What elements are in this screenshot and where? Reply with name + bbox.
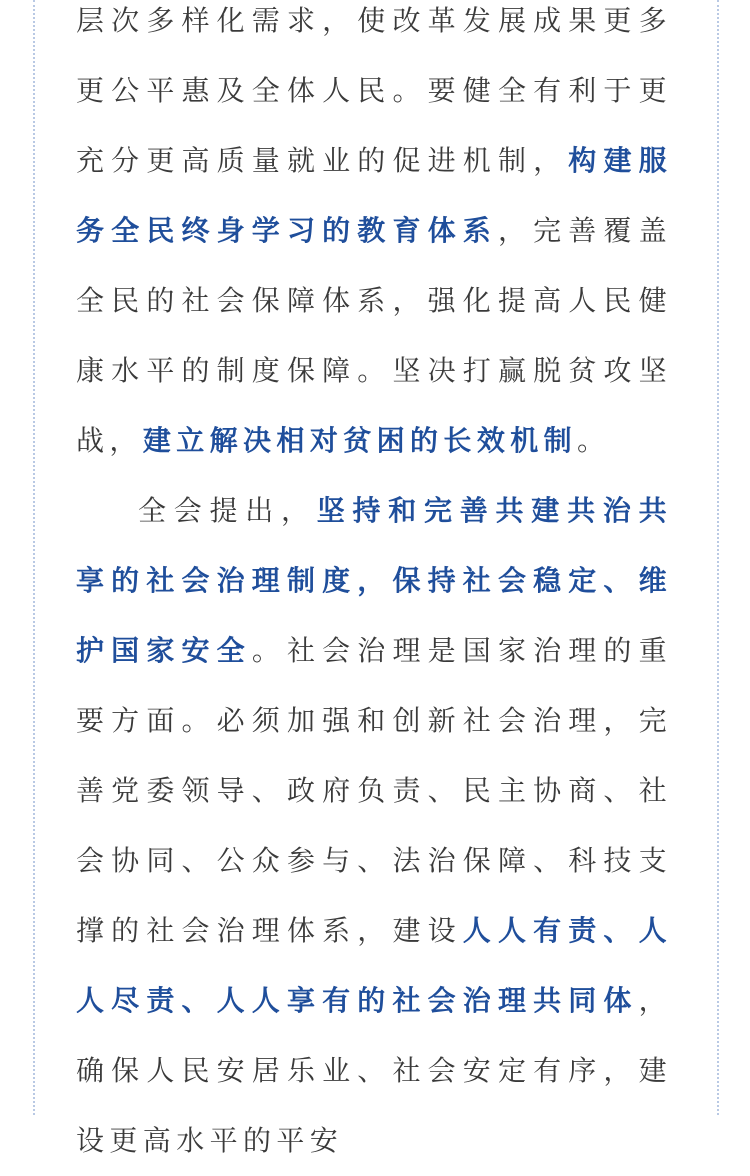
paragraph-2: [76, 476, 672, 1176]
text-segment: ，完善覆盖全民的社会保障体系，强化提高人民健康水平的制度保障。坚决打赢脱贫攻坚战，: [76, 214, 672, 457]
left-dotted-border: [33, 0, 35, 1115]
text-segment: 全会提出，: [138, 494, 317, 527]
text-segment: 层次多样化需求，使改革发展成果更多更公平惠及全体人民。要健全有利于更充分更高质量就业的促进机制，: [76, 4, 672, 177]
right-dotted-border: [717, 0, 719, 1115]
text-segment: ，确保人民安居乐业、社会安定有序，建设更高水平的平安: [76, 984, 672, 1157]
paragraph-1: [76, 0, 672, 476]
text-segment: 。社会治理是国家治理的重要方面。必须加强和创新社会治理，完善党委领导、政府负责、民主协商、社会协同、公众参与、法治保障、科技支撑的社会治理体系，建设: [76, 634, 672, 947]
text-segment: 。: [577, 424, 611, 457]
highlighted-phrase: 人人有责、人人尽责、人人享有的社会治理共同体: [76, 914, 672, 1017]
highlighted-phrase: 建立解决相对贫困的长效机制: [142, 424, 578, 457]
highlighted-phrase: 构建服务全民终身学习的教育体系: [76, 144, 673, 247]
article-body: [76, 0, 672, 1176]
highlighted-phrase: 坚持和完善共建共治共享的社会治理制度，保持社会稳定、维护国家安全: [76, 494, 672, 667]
